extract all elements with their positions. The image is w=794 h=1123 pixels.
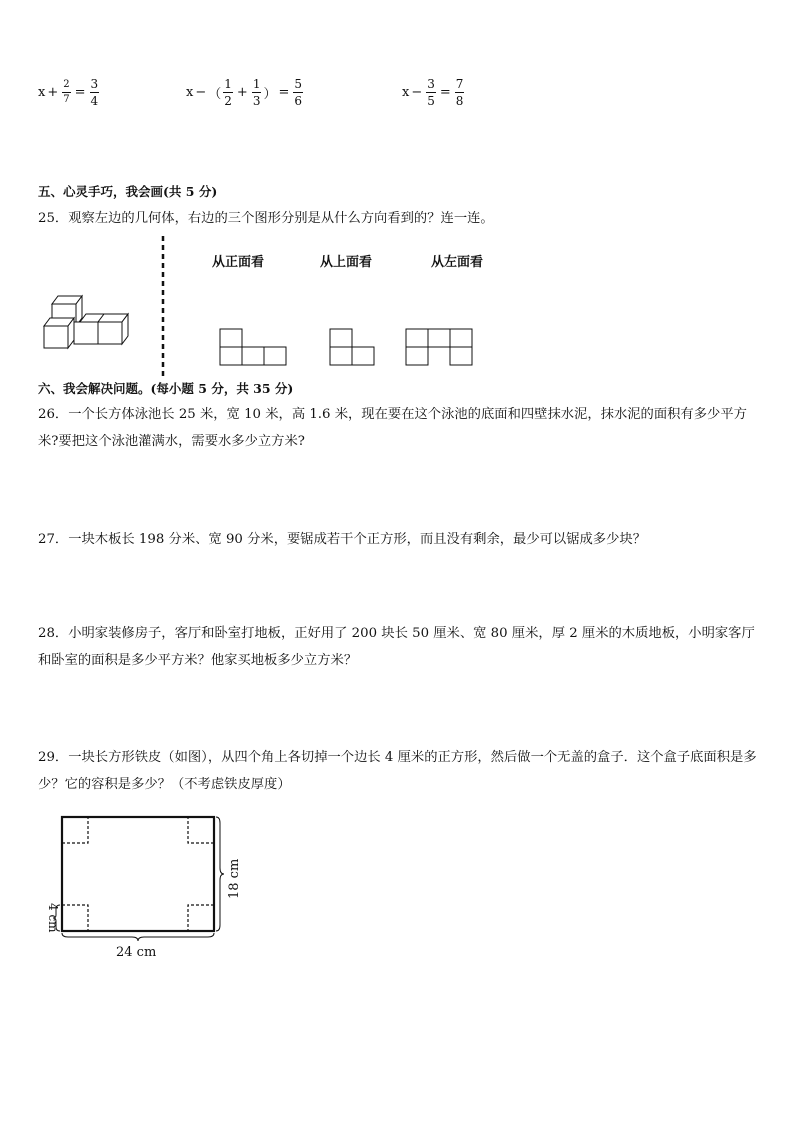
question-28: 28．小明家装修房子，客厅和卧室打地板，正好用了 200 块长 50 厘米、宽 80 厘米，厚 2 厘米的木质地板，小明家客厅和卧室的面积是多少平方米？他家买地板多少立方米？: [38, 626, 755, 668]
corner-cut-top-right: [188, 817, 214, 843]
question-27: 27．一块木板长 198 分米、宽 90 分米，要锯成若干个正方形，而且没有剩余，最少可以锯成多少块？: [38, 532, 646, 547]
eq3-var: x: [402, 85, 410, 100]
eq2-lparen: （: [208, 87, 222, 102]
cube-solid-figure: [40, 290, 144, 354]
eq1-var: x: [38, 85, 46, 100]
eq3-op: −: [411, 85, 423, 100]
eq2-fraction-2: $\frac{1}{3}$: [252, 77, 261, 108]
eq2-rparen: ）: [263, 87, 277, 102]
eq3-equals: =: [439, 85, 451, 100]
view-grid-1: [219, 328, 289, 368]
equation-1: [38, 78, 101, 107]
eq1-op: +: [47, 85, 59, 100]
eq2-plus: +: [236, 85, 248, 100]
height-label: 18 cm: [227, 858, 242, 899]
question-25: 25．观察左边的几何体，右边的三个图形分别是从什么方向看到的？连一连。: [38, 211, 494, 226]
view-label-front: 从正面看: [212, 255, 265, 270]
eq1-equals: =: [74, 85, 86, 100]
corner-cut-bottom-left: [62, 905, 88, 931]
eq1-fraction-1: $\frac{2}{7}$: [63, 79, 70, 105]
question-29: 29．一块长方形铁皮（如图），从四个角上各切掉一个边长 4 厘米的正方形，然后做一个无盖的盒子．这个盒子底面积是多少？它的容积是多少？（不考虑铁皮厚度）: [38, 750, 757, 792]
section-5-heading: 五、心灵手巧，我会画(共 5 分): [38, 184, 218, 199]
eq2-fraction-3: $\frac{5}{6}$: [294, 77, 303, 108]
sheet-outline: [62, 817, 214, 931]
corner-cut-top-left: [62, 817, 88, 843]
width-brace: [62, 933, 214, 941]
view-grid-3: [405, 328, 475, 368]
equation-2: [186, 78, 305, 107]
eq2-op: −: [195, 85, 207, 100]
height-brace: [216, 817, 224, 931]
width-label: 24 cm: [116, 945, 157, 960]
eq2-fraction-1: $\frac{1}{2}$: [224, 77, 232, 108]
view-grid-2: [329, 328, 377, 368]
dashed-divider: [160, 236, 166, 378]
eq3-fraction-1: $\frac{3}{5}$: [427, 77, 435, 108]
view-label-left: 从左面看: [431, 255, 484, 270]
section-6-heading: 六、我会解决问题。(每小题 5 分，共 35 分): [38, 381, 294, 396]
eq2-var: x: [186, 85, 194, 100]
eq2-equals: =: [278, 85, 290, 100]
corner-label: 4 cm: [46, 903, 60, 933]
eq3-fraction-2: $\frac{7}{8}$: [455, 77, 464, 108]
iron-sheet-figure: [30, 805, 260, 965]
equation-3: [402, 78, 466, 107]
corner-cut-bottom-right: [188, 905, 214, 931]
eq1-fraction-2: $\frac{3}{4}$: [90, 77, 99, 108]
question-26: 26．一个长方体泳池长 25 米，宽 10 米，高 1.6 米，现在要在这个泳池的底面和四壁抹水泥，抹水泥的面积有多少平方米?要把这个泳池灌满水，需要水多少立方米?: [38, 407, 747, 449]
view-label-top: 从上面看: [320, 255, 373, 270]
